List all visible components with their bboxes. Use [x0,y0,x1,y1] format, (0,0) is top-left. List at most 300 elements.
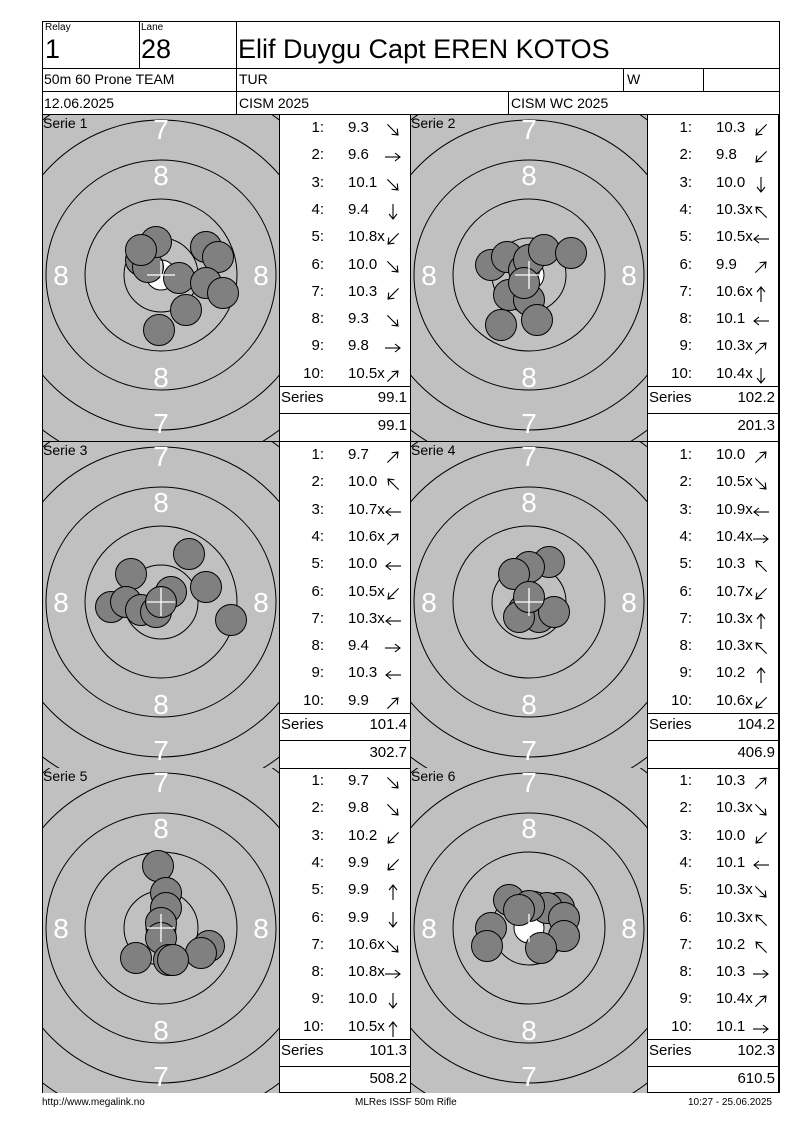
shot-direction-arrow-icon [752,148,770,166]
shot-score: 10.1 [716,1017,746,1035]
series-total-label: Series [649,1042,692,1059]
shot-score: 10.0 [716,446,746,463]
shot-hole [164,263,195,294]
shot-score: 10.8x [348,228,385,246]
shot-number: 3: [679,826,692,844]
shot-score: 9.3 [348,310,369,328]
ring-number: 8 [421,913,437,944]
shot-hole [144,315,175,346]
ring-number: 8 [621,260,637,291]
relay-number: 1 [45,34,61,64]
shot-direction-arrow-icon [752,285,770,303]
shot-number: 3: [679,500,692,518]
cumulative-total: 302.7 [369,744,407,761]
shot-row [648,119,778,146]
shot-number: 4: [311,853,324,871]
shot-score: 9.9 [716,255,737,273]
shot-hole [472,931,503,962]
shot-number: 6: [311,908,324,926]
shot-number: 8: [679,963,692,981]
shot-score: 10.1 [716,853,746,871]
ring-number: 7 [521,735,537,766]
shot-direction-arrow-icon [384,258,402,276]
ring-number: 8 [153,487,169,518]
shot-direction-arrow-icon [752,1020,770,1038]
shot-direction-arrow-icon [752,856,770,874]
shot-score: 10.6x [716,691,753,709]
ring-number: 7 [521,442,537,472]
target-serie-5 [43,768,279,1093]
ring-number: 7 [521,115,537,145]
shot-row [648,256,778,283]
shot-number: 8: [311,637,324,655]
ring-number: 8 [621,587,637,618]
shot-direction-arrow-icon [752,339,770,357]
shot-score: 10.3x [716,337,753,355]
shot-direction-arrow-icon [384,285,402,303]
shot-row [280,881,410,908]
shot-direction-arrow-icon [384,230,402,248]
shot-direction-arrow-icon [384,801,402,819]
target-face [43,115,279,441]
shot-number: 6: [679,255,692,273]
ring-number: 8 [153,689,169,720]
shot-direction-arrow-icon [752,203,770,221]
lane-label: Lane [141,22,164,33]
ring-number: 8 [521,362,537,393]
ring-number: 7 [153,408,169,439]
competition-name: CISM 2025 [239,95,310,111]
shot-score: 10.0 [348,555,378,573]
ring-number: 8 [521,1015,537,1046]
shot-row [280,119,410,146]
shot-hole [186,938,217,969]
shot-hole [522,305,553,336]
shot-direction-arrow-icon [752,911,770,929]
shot-score: 10.5x [716,228,753,246]
shot-row [648,637,778,664]
shot-row [280,555,410,582]
shot-score: 9.9 [348,908,369,926]
target-face [411,115,647,441]
shot-row [280,963,410,990]
shot-direction-arrow-icon [384,585,402,603]
cumulative-total: 406.9 [737,744,775,761]
shot-score: 10.0 [716,826,746,844]
ring-number: 8 [421,260,437,291]
shot-number: 5: [311,881,324,899]
shot-row [648,555,778,582]
ring-number: 7 [153,115,169,145]
shot-score: 10.3x [348,609,385,627]
shot-direction-arrow-icon [384,367,402,385]
shot-number: 5: [679,228,692,246]
shot-direction-arrow-icon [384,503,402,521]
ring-number: 7 [521,408,537,439]
target-face [43,442,279,768]
shot-number: 8: [679,637,692,655]
shot-number: 1: [679,772,692,789]
shot-direction-arrow-icon [752,774,770,792]
shot-direction-arrow-icon [752,121,770,139]
series-total: 102.3 [737,1042,775,1059]
shot-row [280,854,410,881]
shot-direction-arrow-icon [752,530,770,548]
lane-number: 28 [141,34,172,64]
shot-row [280,283,410,310]
shot-number: 10: [671,1017,692,1035]
series-total-label: Series [649,716,692,733]
shot-hole [121,943,152,974]
shot-hole [171,295,202,326]
ring-number: 8 [521,813,537,844]
shot-row [280,772,410,799]
shot-row [280,664,410,691]
shot-number: 3: [311,826,324,844]
shot-score: 10.8x [348,963,385,981]
gender: W [627,71,641,87]
shot-score: 9.6 [348,146,369,164]
footer-software: MLRes ISSF 50m Rifle [355,1097,457,1108]
cumulative-total: 508.2 [369,1070,407,1087]
ring-number: 7 [153,735,169,766]
shot-score: 9.9 [348,881,369,899]
target-serie-3 [43,442,279,768]
shot-row [648,446,778,473]
shot-score: 10.0 [348,473,378,491]
shot-row [648,310,778,337]
shot-row [280,692,410,719]
shot-row [280,256,410,283]
shot-row [648,228,778,255]
shot-number: 8: [679,310,692,328]
series-total: 101.4 [369,716,407,733]
shot-score: 9.7 [348,446,369,463]
shot-direction-arrow-icon [384,774,402,792]
series-total-label: Series [649,389,692,406]
shot-direction-arrow-icon [384,1020,402,1038]
shot-hole [158,945,189,976]
shot-score: 10.0 [348,255,378,273]
shot-direction-arrow-icon [384,856,402,874]
shot-number: 7: [311,935,324,953]
shot-direction-arrow-icon [752,992,770,1010]
shot-score: 10.2 [716,935,746,953]
shot-number: 2: [311,799,324,817]
series-total: 99.1 [377,389,407,406]
shot-number: 3: [679,173,692,191]
serie-label: Serie 1 [43,115,88,131]
shot-direction-arrow-icon [752,938,770,956]
target-face [43,768,279,1093]
shot-score: 10.1 [716,310,746,328]
shot-score: 10.3x [716,881,753,899]
shot-hole [191,572,222,603]
shot-number: 2: [679,799,692,817]
shot-hole [216,605,247,636]
ring-number: 8 [521,689,537,720]
shot-number: 6: [679,582,692,600]
shot-score: 9.4 [348,637,369,655]
shot-direction-arrow-icon [384,121,402,139]
shot-direction-arrow-icon [384,312,402,330]
shot-hole [509,268,540,299]
shot-number: 6: [679,908,692,926]
shot-number: 5: [679,555,692,573]
target-face [411,768,647,1093]
ring-number: 8 [421,587,437,618]
shot-number: 6: [311,582,324,600]
shot-row [648,473,778,500]
shot-score: 10.1 [348,173,378,191]
shot-score: 9.8 [348,799,369,817]
shot-row [280,583,410,610]
shot-direction-arrow-icon [752,829,770,847]
shot-number: 1: [311,772,324,789]
shot-number: 10: [671,691,692,709]
shot-score: 10.9x [716,500,753,518]
ring-number: 8 [153,813,169,844]
shot-score: 10.2 [348,826,378,844]
shot-row [280,528,410,555]
shot-number: 8: [311,310,324,328]
shot-row [280,909,410,936]
ring-number: 7 [153,442,169,472]
series-total: 102.2 [737,389,775,406]
shot-score: 10.6x [348,935,385,953]
cumulative-total: 99.1 [377,417,407,434]
match-name: CISM WC 2025 [511,95,609,111]
shot-direction-arrow-icon [752,801,770,819]
shot-number: 4: [679,853,692,871]
event-name: 50m 60 Prone TEAM [44,71,175,87]
shot-row [280,799,410,826]
ring-number: 8 [521,160,537,191]
shot-direction-arrow-icon [384,475,402,493]
shot-row [280,337,410,364]
cumulative-total: 610.5 [737,1070,775,1087]
target-face [411,442,647,768]
shot-row [648,501,778,528]
nation: TUR [239,71,268,87]
shot-score: 10.3 [716,119,746,136]
shot-number: 10: [303,1017,324,1035]
shot-direction-arrow-icon [384,829,402,847]
shot-number: 1: [311,446,324,463]
footer-timestamp: 10:27 - 25.06.2025 [688,1097,772,1108]
shot-row [648,827,778,854]
shot-hole [556,238,587,269]
shot-row [648,772,778,799]
shot-hole [504,895,535,926]
shot-row [648,963,778,990]
shot-row [648,365,778,392]
shot-score: 10.2 [716,664,746,682]
shot-row [648,692,778,719]
shot-direction-arrow-icon [752,258,770,276]
ring-number: 7 [521,1061,537,1092]
shot-row [648,146,778,173]
shot-row [648,990,778,1017]
shot-score: 9.9 [348,853,369,871]
shot-number: 7: [679,609,692,627]
shot-score: 10.5x [348,1017,385,1035]
shot-number: 2: [311,146,324,164]
series-total-label: Series [281,1042,324,1059]
shot-row [648,1018,778,1045]
ring-number: 7 [153,768,169,798]
shot-number: 5: [679,881,692,899]
shot-row [280,637,410,664]
shot-score: 10.3 [348,282,378,300]
shot-number: 4: [679,527,692,545]
shot-direction-arrow-icon [384,938,402,956]
shot-direction-arrow-icon [752,612,770,630]
series-total-label: Series [281,716,324,733]
shot-number: 7: [679,935,692,953]
shot-row [280,473,410,500]
shot-score: 10.3 [716,772,746,789]
shot-score: 10.5x [716,473,753,491]
shot-direction-arrow-icon [752,965,770,983]
shot-direction-arrow-icon [752,557,770,575]
shot-score: 10.4x [716,990,753,1008]
shot-direction-arrow-icon [384,639,402,657]
ring-number: 8 [153,1015,169,1046]
shot-score: 10.7x [716,582,753,600]
shot-direction-arrow-icon [384,911,402,929]
shot-row [648,528,778,555]
shot-score: 9.9 [348,691,369,709]
shot-number: 2: [679,473,692,491]
shot-row [280,936,410,963]
ring-number: 7 [153,1061,169,1092]
shot-number: 4: [311,527,324,545]
shot-hole [143,851,174,882]
shot-number: 3: [311,500,324,518]
shot-number: 4: [679,200,692,218]
shot-number: 10: [671,364,692,382]
shot-number: 9: [311,990,324,1008]
ring-number: 7 [521,768,537,798]
ring-number: 8 [253,913,269,944]
series-total-label: Series [281,389,324,406]
shot-direction-arrow-icon [752,230,770,248]
shot-score: 10.3x [716,908,753,926]
shot-number: 1: [311,119,324,136]
shot-direction-arrow-icon [752,503,770,521]
target-serie-1 [43,115,279,441]
shot-direction-arrow-icon [384,176,402,194]
shot-direction-arrow-icon [384,694,402,712]
shot-row [280,228,410,255]
shot-score: 9.4 [348,200,369,218]
shot-row [280,610,410,637]
shot-direction-arrow-icon [752,639,770,657]
shot-number: 4: [311,200,324,218]
shot-row [648,283,778,310]
shot-number: 5: [311,228,324,246]
ring-number: 8 [253,587,269,618]
shot-number: 9: [311,664,324,682]
shot-score: 10.3 [716,555,746,573]
shot-row [648,610,778,637]
shot-row [648,664,778,691]
shot-row [648,583,778,610]
ring-number: 8 [53,913,69,944]
shot-row [280,501,410,528]
shot-row [280,310,410,337]
shot-row [648,799,778,826]
shot-row [280,446,410,473]
shot-row [280,174,410,201]
shot-direction-arrow-icon [752,448,770,466]
shot-score: 10.6x [716,282,753,300]
shot-direction-arrow-icon [384,339,402,357]
shot-score: 10.6x [348,527,385,545]
footer-url[interactable]: http://www.megalink.no [42,1097,145,1108]
shot-score: 10.7x [348,500,385,518]
shot-number: 1: [679,446,692,463]
shot-direction-arrow-icon [384,965,402,983]
shot-score: 10.5x [348,364,385,382]
shot-row [280,1018,410,1045]
target-serie-6 [411,768,647,1093]
shot-row [280,201,410,228]
relay-label: Relay [45,22,71,33]
shot-direction-arrow-icon [384,203,402,221]
shot-score: 10.3x [716,200,753,218]
shot-score: 9.7 [348,772,369,789]
shot-row [648,201,778,228]
shot-direction-arrow-icon [752,475,770,493]
shot-hole [529,235,560,266]
shot-number: 9: [679,337,692,355]
shot-number: 7: [679,282,692,300]
ring-number: 8 [53,260,69,291]
serie-label: Serie 4 [411,442,456,458]
shot-score: 9.3 [348,119,369,136]
shot-score: 10.3x [716,609,753,627]
shot-number: 7: [311,282,324,300]
serie-label: Serie 3 [43,442,88,458]
shot-hole [526,933,557,964]
series-total: 104.2 [737,716,775,733]
shot-direction-arrow-icon [384,448,402,466]
shot-score: 10.4x [716,527,753,545]
shot-direction-arrow-icon [752,883,770,901]
shot-number: 3: [311,173,324,191]
shot-row [648,909,778,936]
shot-number: 8: [311,963,324,981]
shot-row [648,936,778,963]
ring-number: 8 [53,587,69,618]
shot-row [648,174,778,201]
shot-direction-arrow-icon [384,530,402,548]
shot-score: 9.8 [348,337,369,355]
shot-row [648,337,778,364]
shot-number: 9: [679,664,692,682]
shot-direction-arrow-icon [384,612,402,630]
shot-hole [126,235,157,266]
serie-label: Serie 5 [43,768,88,784]
shot-score: 10.0 [716,173,746,191]
target-serie-2 [411,115,647,441]
ring-number: 8 [153,362,169,393]
shot-number: 10: [303,691,324,709]
ring-number: 8 [521,487,537,518]
shot-hole [116,559,147,590]
